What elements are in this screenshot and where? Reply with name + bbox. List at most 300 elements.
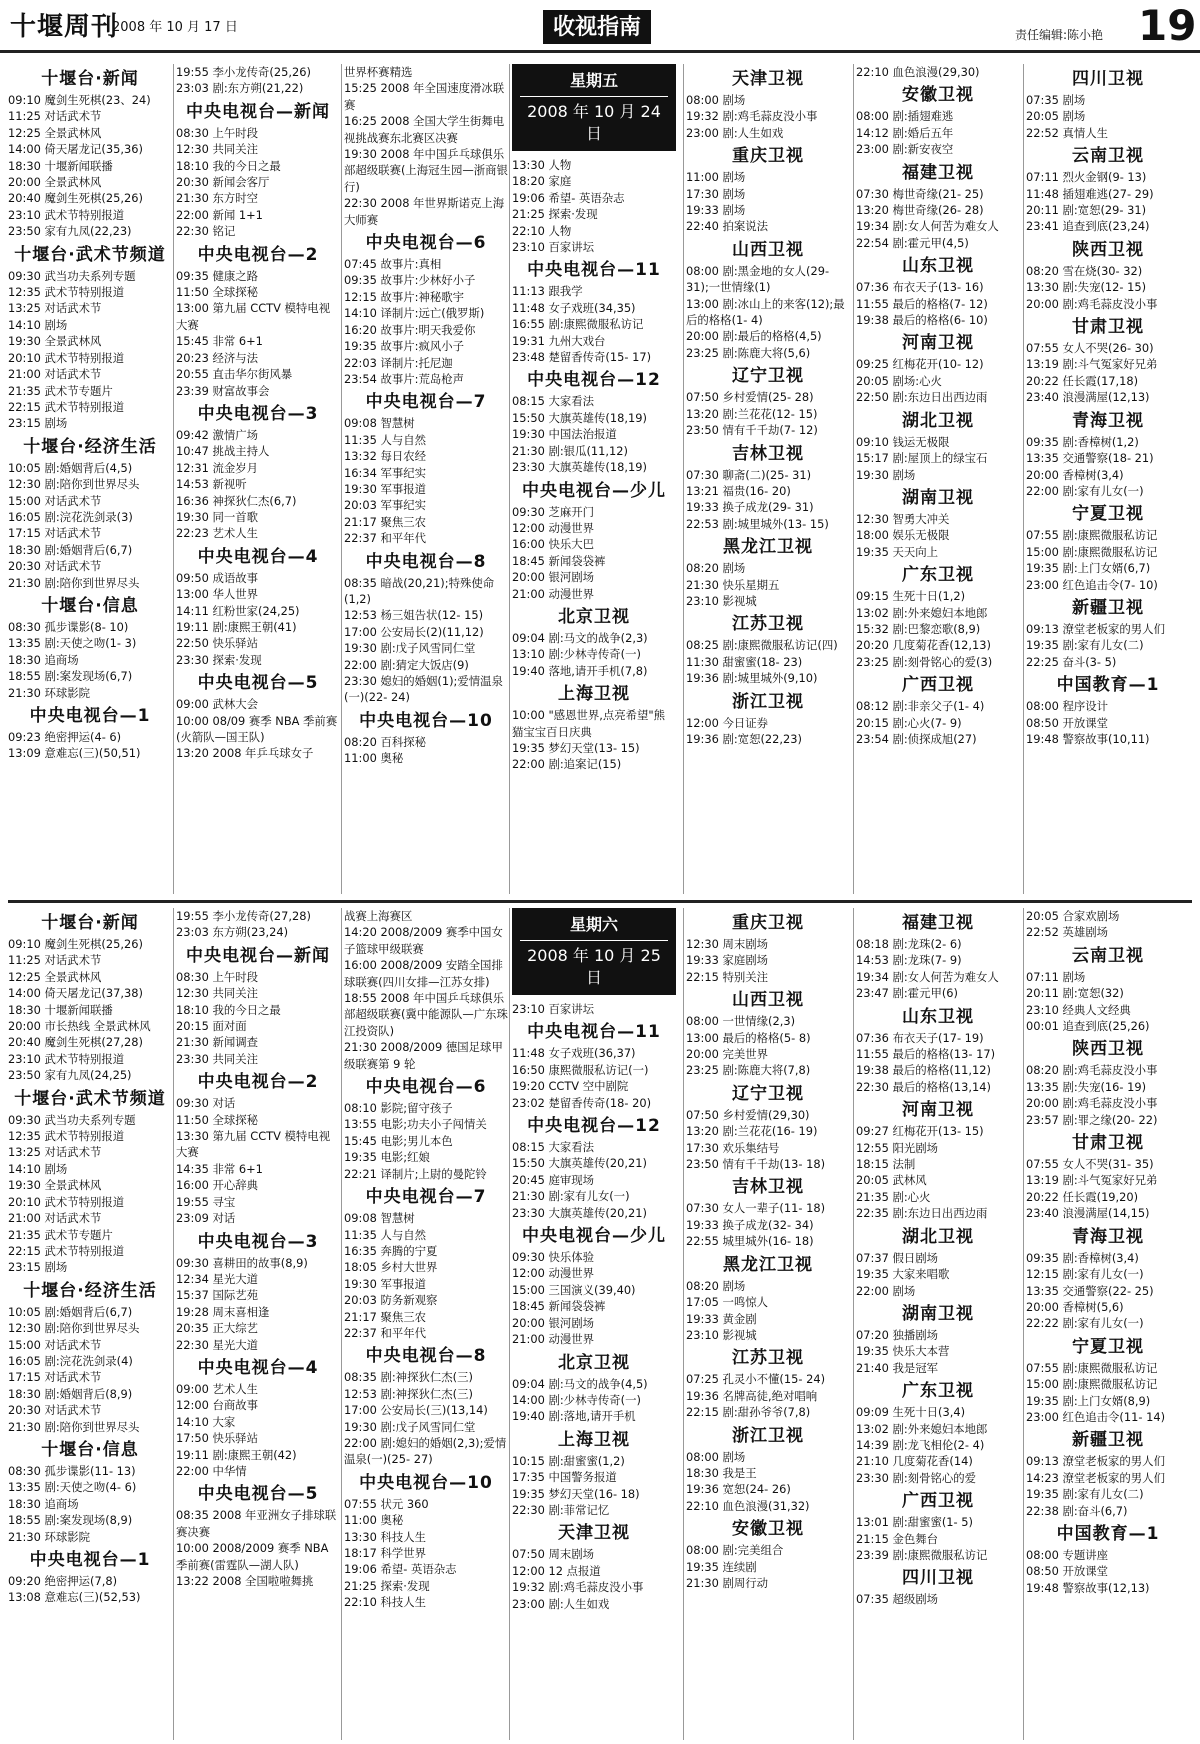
channel-name: 中央电视台—2: [197, 244, 319, 265]
program-listing: 22:00 中华情: [176, 1463, 247, 1478]
program-listing: 18:55 剧:案发现场(6,7): [8, 669, 133, 684]
program-listing: 15:50 大旗英雄传(20,21): [512, 1156, 647, 1171]
program-listing: 20:00 剧:最后的格格(4,5): [686, 329, 822, 344]
program-listing: 19:06 希望- 英语杂志: [344, 1562, 457, 1577]
program-listing: 23:30 大旗英雄传(20,21): [512, 1205, 647, 1220]
channel-name: 中央电视台—8: [365, 551, 487, 572]
program-listing: 13:32 每日农经: [344, 449, 427, 464]
program-listing: 13:35 剧:失宠(16- 19): [1026, 1079, 1147, 1094]
program-listing: 14:00 剧:少林寺传奇(一): [512, 1392, 641, 1407]
program-listing: 17:00 公安局长(三)(13,14): [344, 1403, 488, 1418]
program-listing: 16:20 故事片:明天我爱你: [344, 322, 476, 337]
program-listing: 12:25 全景武林风: [8, 969, 102, 984]
program-listing: 16:25 2008 全国大学生街舞电视挑战赛东北赛区决赛: [344, 114, 505, 145]
program-listing: 10:05 剧:婚姻背后(6,7): [8, 1304, 133, 1319]
program-listing: 22:50 快乐驿站: [176, 636, 259, 651]
program-listing: 23:50 情有千千劫(13- 18): [686, 1157, 826, 1172]
program-listing: 21:25 探索·发现: [344, 1578, 430, 1593]
program-listing: 22:00 剧:家有儿女(一): [1026, 483, 1144, 498]
program-listing: 19:36 剧:宽恕(22,23): [686, 731, 802, 746]
program-listing: 11:55 最后的格格(7- 12): [856, 296, 988, 311]
program-listing: 23:39 剧:康熙微服私访记: [856, 1547, 988, 1562]
channel-name: 黑龙江卫视: [723, 537, 813, 558]
channel-name: 山西卫视: [732, 239, 804, 260]
program-listing: 23:00 剧:新安夜空: [856, 142, 954, 157]
channel-name: 中央电视台—7: [365, 392, 487, 413]
program-listing: 08:30 上午时段: [176, 125, 259, 140]
program-listing: 14:11 红粉世家(24,25): [176, 603, 300, 618]
channel-name: 山西卫视: [732, 990, 804, 1011]
program-listing: 09:30 武当功夫系列专题: [8, 268, 136, 283]
program-listing: 00:01 追查到底(25,26): [1026, 1019, 1150, 1034]
program-listing: 19:35 剧:上门女婿(8,9): [1026, 1393, 1151, 1408]
program-listing: 19:30 剧:戊子风雪同仁堂: [344, 1419, 476, 1434]
program-listing: 15:37 国际艺苑: [176, 1288, 259, 1303]
program-listing: 08:35 暗战(20,21);特殊使命(1,2): [344, 575, 495, 606]
listing-column: [8, 908, 172, 1740]
program-listing: 23:10 武术节特别报道: [8, 1051, 125, 1066]
program-listing: 23:50 家有九凤(24,25): [8, 1068, 132, 1083]
program-listing: 20:10 武术节特别报道: [8, 350, 125, 365]
program-listing: 07:25 孔灵小不懂(15- 24): [686, 1372, 826, 1387]
program-listing: 18:55 剧:案发现场(8,9): [8, 1513, 133, 1528]
channel-name: 青海卫视: [1072, 410, 1144, 431]
program-listing: 18:30 十堰新闻联播: [8, 1002, 113, 1017]
channel-name: 中央电视台—5: [197, 673, 319, 694]
program-listing: 23:10 影视城: [686, 593, 757, 608]
program-listing: 21:30 2008/2009 德国足球甲级联赛第 9 轮: [344, 1040, 503, 1071]
program-listing: 18:55 2008 年中国乒乓球俱乐部超级联赛(冀中能源队—广东珠江投资队): [344, 991, 508, 1038]
program-listing: 09:30 芝麻开门: [512, 504, 595, 519]
program-listing: 08:30 孤步谍影(11- 13): [8, 1463, 136, 1478]
program-listing: 22:53 剧:城里城外(13- 15): [686, 516, 829, 531]
program-listing: 23:39 财富故事会: [176, 383, 270, 398]
program-listing: 16:00 2008/2009 安踏全国排球联赛(四川女排—江苏女排): [344, 958, 503, 989]
channel-name: 中央电视台—1: [29, 706, 151, 726]
program-listing: 13:01 剧:甜蜜蜜(1- 5): [856, 1515, 973, 1530]
program-listing: 09:25 红梅花开(10- 12): [856, 357, 984, 372]
program-listing: 11:48 插翅难逃(27- 29): [1026, 186, 1154, 201]
program-listing: 08:15 大家看法: [512, 1140, 595, 1155]
program-listing: 16:00 快乐大巴: [512, 537, 595, 552]
program-listing: 19:40 落地,请开手机(7,8): [512, 663, 648, 678]
program-listing: 22:00 剧:媳妇的婚姻(2,3);爱情温泉(一)(25- 27): [344, 1435, 507, 1467]
program-listing: 14:35 非常 6+1: [176, 1161, 263, 1176]
program-listing: 19:30 军事报道: [344, 481, 427, 496]
program-listing: 22:54 剧:霍元甲(4,5): [856, 235, 969, 250]
program-listing: 19:30 中国法治报道: [512, 427, 617, 442]
program-listing: 23:54 剧:侦探成旭(27): [856, 731, 977, 746]
channel-name: 十堰台·经济生活: [23, 1280, 157, 1301]
channel-name: 山东卫视: [902, 256, 974, 277]
program-listing: 21:30 剧:家有儿女(一): [512, 1189, 630, 1204]
channel-name: 中央电视台—1: [29, 1550, 151, 1570]
channel-name: 中央电视台—3: [197, 403, 319, 424]
program-listing: 18:30 剧:婚姻背后(6,7): [8, 542, 133, 557]
program-listing: 15:00 剧:康熙微服私访记: [1026, 544, 1158, 559]
program-listing: 11:35 人与自然: [344, 1227, 427, 1242]
program-listing: 08:25 剧:康熙微服私访记(四): [686, 638, 838, 653]
program-listing: 13:35 剧:天使之吻(1- 3): [8, 636, 137, 651]
program-listing: 20:40 魔剑生死棋(27,28): [8, 1035, 143, 1050]
program-listing: 21:30 环球影院: [8, 685, 91, 700]
program-listing: 15:00 对话武术节: [8, 1337, 102, 1352]
program-listing: 22:00 新闻 1+1: [176, 207, 263, 222]
program-listing: 10:15 剧:甜蜜蜜(1,2): [512, 1453, 625, 1468]
program-listing: 19:30 2008 年中国乒乓球俱乐部超级联赛(上海冠生园—浙商银行): [344, 147, 508, 194]
channel-name: 吉林卫视: [732, 1177, 804, 1198]
program-listing: 19:55 李小龙传奇(27,28): [176, 909, 311, 923]
program-listing: 07:50 乡村爱情(25- 28): [686, 390, 814, 405]
program-listing: 19:11 剧:康熙王朝(42): [176, 1447, 297, 1462]
channel-name: 十堰台·信息: [41, 1439, 139, 1460]
program-listing: 08:50 开放课堂: [1026, 715, 1109, 730]
channel-name: 中央电视台—4: [197, 1357, 319, 1378]
program-listing: 23:57 剧:罪之缘(20- 22): [1026, 1112, 1158, 1127]
program-listing: 20:23 经济与法: [176, 350, 259, 365]
program-listing: 22:15 武术节特别报道: [8, 1243, 125, 1258]
program-listing: 20:30 新闻会客厅: [176, 175, 270, 190]
program-listing: 19:36 名牌高徒,绝对唱响: [686, 1388, 818, 1403]
channel-name: 福建卫视: [902, 913, 974, 933]
program-listing: 09:04 剧:马文的战争(2,3): [512, 630, 648, 645]
program-listing: 22:37 和平年代: [344, 531, 427, 546]
program-listing: 16:34 军事纪实: [344, 465, 427, 480]
program-listing: 20:00 剧:鸡毛蒜皮没小事: [1026, 1096, 1158, 1111]
program-listing: 08:15 大家看法: [512, 394, 595, 409]
program-listing: 07:37 假日剧场: [856, 1250, 939, 1265]
program-listing: 09:00 武林大会: [176, 697, 259, 712]
channel-name: 十堰台·新闻: [41, 913, 139, 933]
column-divider: [1023, 64, 1024, 894]
program-listing: 14:00 倚天屠龙记(37,38): [8, 986, 143, 1001]
program-listing: 19:35 梦幻天堂(16- 18): [512, 1486, 640, 1501]
channel-name: 新疆卫视: [1072, 597, 1144, 618]
program-listing: 20:00 银河剧场: [512, 570, 595, 585]
program-listing: 23:30 剧:刻骨铭心的爱: [856, 1470, 977, 1485]
program-listing: 19:30 全景武林风: [8, 1178, 102, 1193]
program-listing: 23:47 剧:霍元甲(6): [856, 986, 958, 1001]
listing-column: [512, 908, 676, 1740]
channel-name: 山东卫视: [902, 1006, 974, 1027]
program-listing: 08:10 影院;留守孩子: [344, 1101, 453, 1116]
program-listing: 19:30 全景武林风: [8, 334, 102, 349]
program-listing: 23:48 楚留香传奇(15- 17): [512, 350, 652, 365]
program-listing: 23:15 剧场: [8, 416, 68, 431]
program-listing: 12:25 全景武林风: [8, 125, 102, 140]
program-listing: 07:55 状元 360: [344, 1496, 429, 1511]
program-listing: 20:00 香樟树(5,6): [1026, 1299, 1124, 1314]
program-listing: 14:39 剧:龙飞相伦(2- 4): [856, 1437, 985, 1452]
program-listing: 12:00 今日证券: [686, 715, 769, 730]
program-listing: 13:20 梅世奇缘(26- 28): [856, 203, 984, 218]
program-listing: 10:00 2008/2009 赛季 NBA 季前赛(雷霆队—湖人队): [176, 1541, 329, 1572]
program-listing: 22:15 特别关注: [686, 969, 769, 984]
channel-name: 江苏卫视: [732, 1348, 804, 1369]
program-listing: 19:32 剧:鸡毛蒜皮没小事: [686, 109, 818, 124]
program-listing: 10:47 挑战主持人: [176, 444, 270, 459]
program-listing: 13:09 意难忘(三)(50,51): [8, 746, 141, 761]
program-listing: 08:00 剧场: [686, 93, 746, 107]
program-listing: 21:00 动漫世界: [512, 586, 595, 601]
program-listing: 13:35 交通警察(22- 25): [1026, 1283, 1154, 1298]
program-listing: 18:45 新闻袋袋裤: [512, 1299, 606, 1314]
program-listing: 13:25 对话武术节: [8, 1145, 102, 1160]
program-listing: 23:10 经典人文经典: [1026, 1002, 1131, 1017]
section-divider: [8, 900, 1192, 903]
channel-name: 陕西卫视: [1072, 239, 1144, 260]
program-listing: 17:15 对话武术节: [8, 1370, 102, 1385]
program-listing: 19:35 剧:家有儿女(二): [1026, 638, 1144, 653]
program-listing: 21:30 剧:银瓜(11,12): [512, 443, 628, 458]
program-listing: 07:55 剧:康熙微服私访记: [1026, 528, 1158, 543]
program-listing: 15:32 剧:巴黎恋歌(8,9): [856, 621, 981, 636]
program-listing: 22:35 剧:东边日出西边雨: [856, 1206, 988, 1221]
program-listing: 23:25 剧:刻骨铭心的爱(3): [856, 654, 993, 669]
program-listing: 07:36 布衣天子(17- 19): [856, 1030, 984, 1045]
program-listing: 19:28 周末喜相逢: [176, 1304, 270, 1319]
column-divider: [509, 64, 510, 894]
program-listing: 19:30 同一首歌: [176, 509, 259, 524]
program-listing: 20:10 武术节特别报道: [8, 1194, 125, 1209]
day-header: [512, 908, 676, 995]
program-listing: 13:00 剧:冰山上的来客(12);最后的格格(1- 4): [686, 296, 845, 328]
program-listing: 13:10 剧:少林寺传奇(一): [512, 647, 641, 662]
program-listing: 14:10 译制片:远亡(俄罗斯): [344, 306, 485, 321]
program-listing: 20:30 对话武术节: [8, 1403, 102, 1418]
program-listing: 19:35 剧:上门女婿(6,7): [1026, 561, 1151, 576]
program-listing: 07:35 超级剧场: [856, 1592, 939, 1607]
column-divider: [853, 64, 854, 894]
program-listing: 11:48 女子戏班(36,37): [512, 1046, 636, 1061]
program-listing: 20:00 银河剧场: [512, 1315, 595, 1330]
channel-name: 中央电视台—少儿: [522, 1226, 666, 1247]
listing-column: [686, 908, 850, 1740]
schedule-block-saturday: [0, 908, 1200, 1740]
program-listing: 13:35 交通警察(18- 21): [1026, 451, 1154, 466]
program-listing: 13:00 第九届 CCTV 模特电视大赛: [176, 301, 331, 332]
program-listing: 08:20 剧场: [686, 561, 746, 576]
listing-column: [1026, 908, 1190, 1740]
program-listing: 21:30 剧:陪你到世界尽头: [8, 1419, 140, 1434]
program-listing: 17:05 一鸣惊人: [686, 1295, 769, 1310]
listing-column: [176, 908, 340, 1740]
program-listing: 13:22 2008 全国啦啦舞挑: [176, 1574, 314, 1588]
program-listing: 21:35 武术节专题片: [8, 383, 113, 398]
program-listing: 09:35 故事片:少林好小子: [344, 273, 476, 288]
channel-name: 中央电视台—6: [365, 233, 487, 254]
program-listing: 19:35 天天向上: [856, 544, 939, 559]
program-listing: 18:30 追商场: [8, 652, 79, 667]
program-listing: 19:30 剧场: [856, 467, 916, 482]
program-listing: 13:21 福贵(16- 20): [686, 483, 791, 498]
channel-name: 十堰台·信息: [41, 595, 139, 616]
program-listing: 17:30 剧场: [686, 186, 746, 201]
program-listing: 12:30 剧:陪你到世界尽头: [8, 477, 140, 492]
program-listing: 09:30 武当功夫系列专题: [8, 1112, 136, 1127]
program-listing: 09:50 成语故事: [176, 570, 259, 585]
program-listing: 19:35 电影;红娘: [344, 1150, 430, 1165]
program-listing: 23:40 浪漫满屋(14,15): [1026, 1206, 1150, 1221]
program-listing: 14:53 剧:龙珠(7- 9): [856, 953, 962, 968]
program-listing: 09:10 魔剑生死棋(23、24): [8, 93, 151, 107]
program-listing: 16:35 奔腾的宁夏: [344, 1243, 438, 1258]
program-listing: 23:30 大旗英雄传(18,19): [512, 460, 647, 475]
program-listing: 21:35 武术节专题片: [8, 1227, 113, 1242]
channel-name: 十堰台·武术节频道: [14, 1088, 166, 1109]
program-listing: 13:08 意难忘(三)(52,53): [8, 1590, 141, 1605]
listing-column: [512, 64, 676, 894]
program-listing: 13:30 第九届 CCTV 模特电视大赛: [176, 1129, 331, 1160]
program-listing: 15:00 对话武术节: [8, 493, 102, 508]
program-listing: 18:30 追商场: [8, 1496, 79, 1511]
program-listing: 07:45 故事片:真相: [344, 257, 442, 272]
channel-name: 江苏卫视: [732, 614, 804, 635]
program-listing: 世界杯赛精选: [344, 65, 413, 79]
program-listing: 18:30 十堰新闻联播: [8, 158, 113, 173]
section-masthead: 收视指南: [543, 10, 651, 44]
program-listing: 17:50 快乐驿站: [176, 1431, 259, 1446]
program-listing: 23:30 媳妇的婚姻(1);爱情温泉(一)(22- 24): [344, 674, 503, 705]
program-listing: 12:35 武术节特别报道: [8, 1129, 125, 1144]
program-listing: 09:08 智慧树: [344, 1211, 415, 1226]
program-listing: 13:02 剧:外来媳妇本地郎: [856, 605, 988, 620]
program-listing: 20:03 防务新观察: [344, 1293, 438, 1308]
program-listing: 18:05 乡村大世界: [344, 1260, 438, 1275]
program-listing: 12:00 12 点报道: [512, 1563, 601, 1578]
program-listing: 14:10 剧场: [8, 317, 68, 332]
program-listing: 20:30 对话武术节: [8, 559, 102, 574]
channel-name: 中国教育—1: [1056, 1523, 1160, 1544]
channel-name: 湖南卫视: [902, 1303, 974, 1324]
program-listing: 19:34 剧:女人何苦为难女人: [856, 969, 999, 984]
program-listing: 23:25 剧:陈鹿大将(7,8): [686, 1063, 811, 1078]
channel-name: 重庆卫视: [732, 146, 804, 167]
program-listing: 17:30 欢乐集结号: [686, 1140, 780, 1155]
program-listing: 20:20 几度菊花香(12,13): [856, 638, 991, 653]
program-listing: 15:50 大旗英雄传(18,19): [512, 410, 647, 425]
program-listing: 08:30 孤步谍影(8- 10): [8, 619, 129, 634]
program-listing: 16:05 剧:浣花洗剑录(3): [8, 509, 133, 524]
program-listing: 23:25 剧:陈鹿大将(5,6): [686, 345, 811, 360]
program-listing: 17:00 公安局长(2)(11,12): [344, 624, 484, 639]
program-listing: 14:53 新视听: [176, 477, 247, 492]
channel-name: 甘肃卫视: [1072, 1133, 1144, 1154]
program-listing: 11:00 奥秘: [344, 1513, 404, 1528]
program-listing: 13:35 剧:天使之吻(4- 6): [8, 1480, 137, 1495]
program-listing: 23:09 对话: [176, 1211, 236, 1226]
program-listing: 18:20 家庭: [512, 174, 572, 189]
channel-name: 辽宁卫视: [732, 366, 804, 387]
program-listing: 20:00 剧:鸡毛蒜皮没小事: [1026, 296, 1158, 311]
program-listing: 14:23 潦堂老板家的男人们: [1026, 1470, 1165, 1485]
program-listing: 18:10 我的今日之最: [176, 158, 281, 173]
program-listing: 15:17 剧:屋顶上的绿宝石: [856, 451, 988, 466]
channel-name: 中央电视台—新闻: [186, 945, 330, 966]
program-listing: 20:40 魔剑生死棋(25,26): [8, 191, 143, 206]
program-listing: 20:05 剧场:心火: [856, 373, 942, 388]
program-listing: 20:00 完美世界: [686, 1047, 769, 1062]
program-listing: 12:30 周末剧场: [686, 937, 769, 951]
program-listing: 17:35 中国警务报道: [512, 1470, 617, 1485]
program-listing: 19:32 剧:鸡毛蒜皮没小事: [512, 1580, 644, 1595]
program-listing: 19:48 警察故事(10,11): [1026, 731, 1150, 746]
program-listing: 13:00 最后的格格(5- 8): [686, 1030, 811, 1045]
column-divider: [683, 64, 684, 894]
program-listing: 20:05 合家欢剧场: [1026, 909, 1120, 923]
program-listing: 13:20 剧:兰花花(12- 15): [686, 406, 818, 421]
channel-name: 中央电视台—12: [527, 1116, 661, 1137]
program-listing: 23:54 故事片:荒岛枪声: [344, 371, 465, 386]
column-divider: [341, 64, 342, 894]
program-listing: 11:50 全球探秘: [176, 1112, 259, 1127]
channel-name: 湖南卫视: [902, 487, 974, 508]
program-listing: 08:20 剧:鸡毛蒜皮没小事: [1026, 1063, 1158, 1078]
program-listing: 14:10 剧场: [8, 1161, 68, 1176]
program-listing: 13:30 剧:失宠(12- 15): [1026, 280, 1147, 295]
channel-name: 北京卫视: [558, 1352, 630, 1373]
program-listing: 23:00 红色追击令(7- 10): [1026, 577, 1158, 592]
program-listing: 11:25 对话武术节: [8, 953, 102, 968]
program-listing: 23:00 剧:人生如戏: [686, 125, 784, 140]
program-listing: 19:34 剧:女人何苦为难女人: [856, 219, 999, 234]
program-listing: 13:19 剧:斗气冤家好兄弟: [1026, 357, 1158, 372]
header-rule: [0, 50, 1200, 53]
program-listing: 23:50 情有千千劫(7- 12): [686, 423, 818, 438]
channel-name: 中央电视台—6: [365, 1077, 487, 1098]
channel-name: 广西卫视: [902, 675, 974, 696]
program-listing: 21:17 聚焦三农: [344, 514, 427, 529]
program-listing: 09:42 激情广场: [176, 427, 259, 442]
program-listing: 12:00 台商故事: [176, 1398, 259, 1413]
program-listing: 14:12 剧:婚后五年: [856, 125, 954, 140]
program-listing: 19:33 换子成龙(29- 31): [686, 500, 814, 515]
program-listing: 23:00 剧:人生如戏: [512, 1596, 610, 1611]
page-number: 19: [1138, 1, 1197, 50]
listing-column: [856, 908, 1020, 1740]
program-listing: 21:30 环球影院: [8, 1529, 91, 1544]
program-listing: 14:10 大家: [176, 1414, 236, 1429]
program-listing: 21:10 几度菊花香(14): [856, 1454, 973, 1469]
program-listing: 21:30 快乐星期五: [686, 577, 780, 592]
program-listing: 22:30 2008 年世界斯诺克上海大师赛: [344, 196, 505, 227]
channel-name: 中央电视台—7: [365, 1187, 487, 1208]
program-listing: 07:50 周末剧场: [512, 1547, 595, 1562]
program-listing: 07:55 剧:康熙微服私访记: [1026, 1360, 1158, 1375]
program-listing: 08:00 剧:黑金地的女人(29- 31);一世情缘(1): [686, 263, 830, 295]
listing-column: [1026, 64, 1190, 894]
program-listing: 战赛上海赛区: [344, 909, 413, 923]
program-listing: 22:30 星光大道: [176, 1337, 259, 1352]
program-listing: 19:48 警察故事(12,13): [1026, 1580, 1150, 1595]
channel-name: 湖北卫视: [902, 1226, 974, 1247]
listing-column: [8, 64, 172, 894]
program-listing: 08:00 剧:完美组合: [686, 1543, 784, 1558]
program-listing: 21:00 对话武术节: [8, 1211, 102, 1226]
listing-column: [344, 908, 508, 1740]
column-divider: [683, 908, 684, 1740]
listing-column: [686, 64, 850, 894]
program-listing: 23:10 百家讲坛: [512, 240, 595, 255]
program-listing: 22:00 剧场: [856, 1283, 916, 1298]
channel-name: 中央电视台—4: [197, 546, 319, 567]
program-listing: 11:25 对话武术节: [8, 109, 102, 124]
program-listing: 20:45 庭审现场: [512, 1172, 595, 1187]
program-listing: 12:30 智勇大冲关: [856, 511, 950, 526]
paper-name: 十堰周刊: [10, 12, 119, 42]
program-listing: 20:22 任长霞(19,20): [1026, 1189, 1139, 1204]
program-listing: 21:25 探索·发现: [512, 207, 598, 222]
